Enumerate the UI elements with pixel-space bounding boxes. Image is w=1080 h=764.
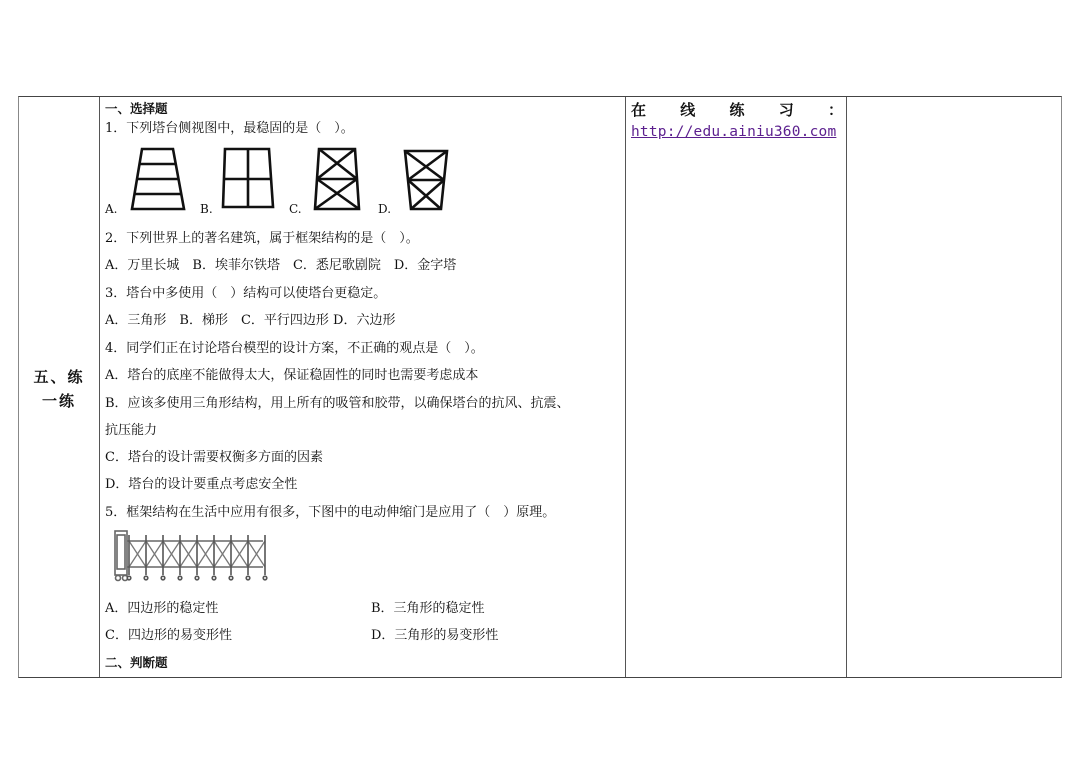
q4-stem: 4．同学们正在讨论塔台模型的设计方案，不正确的观点是（ ）。	[105, 341, 484, 356]
q4-option-a: A．塔台的底座不能做得太大，保证稳固性的同时也需要考虑成本	[105, 368, 479, 383]
online-practice-link[interactable]: http://edu.ainiu360.com	[631, 124, 837, 140]
column-divider	[99, 97, 100, 677]
q4-option-b: B．应该多使用三角形结构，用上所有的吸管和胶带，以确保塔台的抗风、抗震、	[105, 396, 570, 411]
column-divider	[846, 97, 847, 677]
part1-title: 一、选择题	[105, 101, 168, 116]
q5-option-d: D．三角形的易变形性	[371, 628, 499, 643]
q4-option-c: C．塔台的设计需要权衡多方面的因素	[105, 450, 323, 465]
tower-option-b-figure	[221, 147, 275, 209]
q1-option-a-label: A.	[105, 202, 118, 216]
tower-option-d-figure	[403, 149, 449, 211]
q1-option-b-label: B.	[200, 202, 213, 216]
tower-option-a-figure	[130, 147, 186, 211]
q4-option-b-continued: 抗压能力	[105, 423, 158, 438]
online-practice-title: 在 线 练 习 ：	[631, 101, 843, 119]
tower-option-c-figure	[313, 147, 361, 211]
part2-title: 二、判断题	[105, 655, 168, 670]
q3-options: A．三角形 B．梯形 C．平行四边形 D．六边形	[105, 313, 396, 328]
q2-options: A．万里长城 B．埃菲尔铁塔 C．悉尼歌剧院 D．金字塔	[105, 258, 457, 273]
q1-stem: 1．下列塔台侧视图中，最稳固的是（ ）。	[105, 121, 354, 136]
q2-stem: 2．下列世界上的著名建筑，属于框架结构的是（ ）。	[105, 231, 419, 246]
q5-option-a: A．四边形的稳定性	[105, 601, 219, 616]
q3-stem: 3．塔台中多使用（ ）结构可以使塔台更稳定。	[105, 286, 387, 301]
q5-option-c: C．四边形的易变形性	[105, 628, 232, 643]
q4-option-d: D．塔台的设计要重点考虑安全性	[105, 477, 298, 492]
q1-option-c-label: C.	[289, 202, 302, 216]
exercise-table	[18, 96, 1062, 678]
q5-stem: 5．框架结构在生活中应用有很多，下图中的电动伸缩门是应用了（ ）原理。	[105, 505, 556, 520]
q5-option-b: B．三角形的稳定性	[371, 601, 485, 616]
q1-option-d-label: D.	[378, 202, 392, 216]
column-divider	[625, 97, 626, 677]
retractable-gate-figure	[113, 527, 269, 583]
section-label: 五、练 一练	[33, 368, 85, 410]
